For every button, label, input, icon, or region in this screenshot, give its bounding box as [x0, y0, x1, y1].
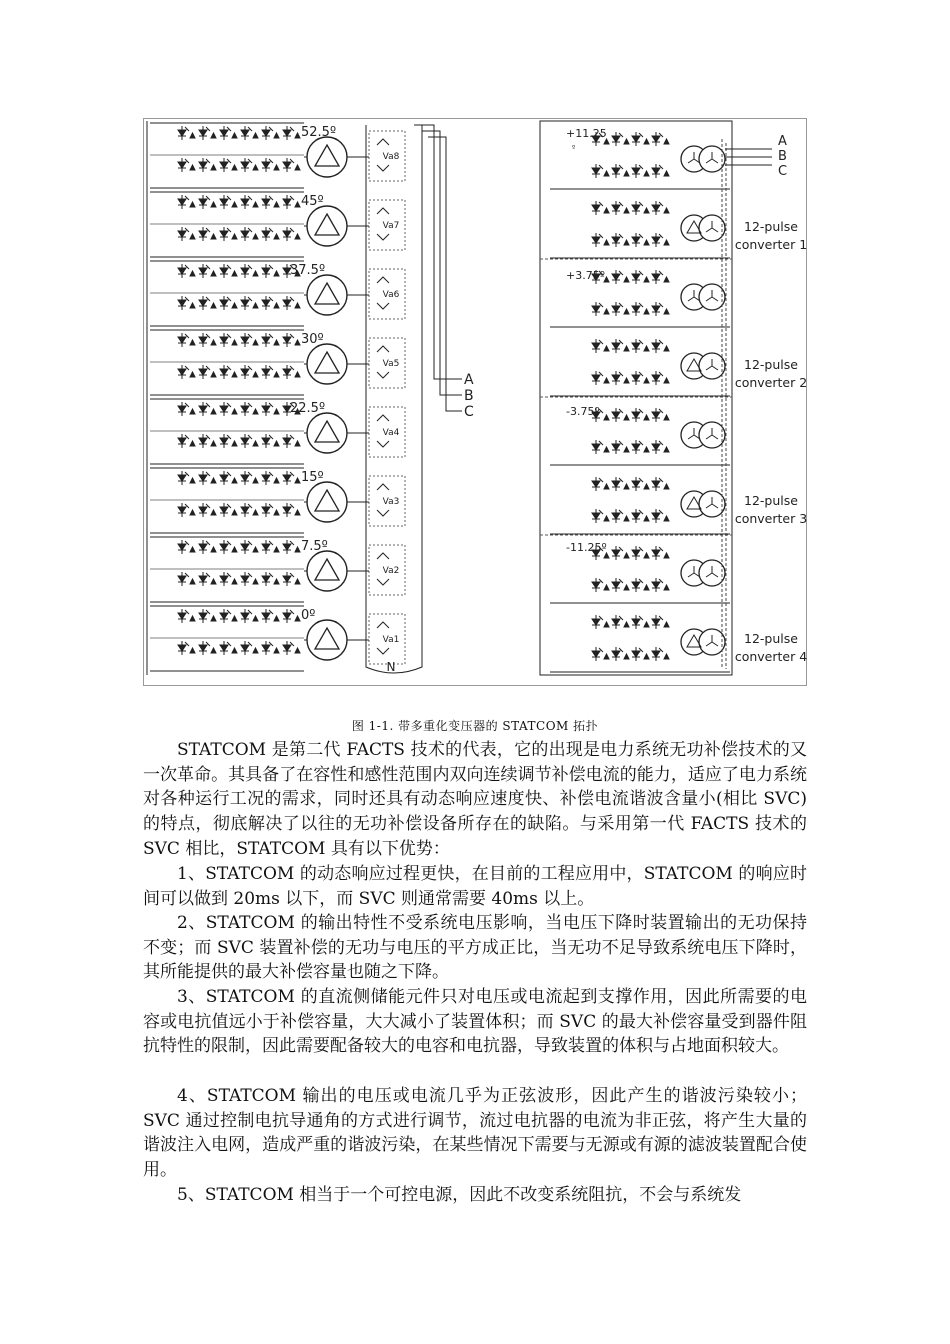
- converter-module-left: [150, 468, 405, 533]
- switch-symbol: [241, 540, 258, 554]
- switch-symbol: [178, 333, 195, 347]
- converter-module-left: [150, 123, 405, 188]
- voltage-label: Va1: [382, 635, 400, 645]
- switch-symbol: [262, 402, 279, 416]
- switch-symbol: [262, 471, 279, 485]
- switch-symbol: [283, 195, 300, 209]
- phase-angle-label: 52.5º: [301, 125, 337, 140]
- switch-symbol: [632, 477, 649, 491]
- transformer-circle: [307, 413, 347, 453]
- switch-symbol: [652, 302, 669, 316]
- converter-module-right: [550, 615, 730, 672]
- switch-symbol: [612, 201, 629, 215]
- switch-symbol: [632, 164, 649, 178]
- transformer-circle: [307, 275, 347, 315]
- switch-symbol: [241, 471, 258, 485]
- output-label-c: C: [778, 164, 788, 179]
- phase-angle-label: 7.5º: [301, 539, 328, 554]
- transformer-circle: [307, 344, 347, 384]
- switch-symbol: [592, 578, 609, 592]
- switch-symbol: [199, 158, 216, 172]
- voltage-label: Va8: [382, 152, 400, 162]
- switch-symbol: [612, 440, 629, 454]
- switch-symbol: [652, 440, 669, 454]
- switch-symbol: [262, 227, 279, 241]
- switch-symbol: [612, 578, 629, 592]
- converter-label-line1: 12-pulse: [744, 219, 798, 234]
- advantage-1-paragraph: 1、STATCOM 的动态响应过程更快，在目前的工程应用中，STATCOM 的响应时间可以做到 20ms 以下，而 SVC 则通常需要 40ms 以上。: [143, 864, 807, 909]
- switch-symbol: [262, 609, 279, 623]
- switch-symbol: [220, 296, 237, 310]
- output-label-a: A: [778, 134, 787, 149]
- switch-symbol: [592, 164, 609, 178]
- output-bus-c: [428, 137, 462, 411]
- neutral-loop: [366, 125, 422, 673]
- switch-symbol: [220, 264, 237, 278]
- switch-symbol: [652, 371, 669, 385]
- switch-symbol: [178, 158, 195, 172]
- switch-symbol: [199, 641, 216, 655]
- converter-label-line2: converter 4: [734, 649, 808, 664]
- switch-symbol: [632, 339, 649, 353]
- switch-symbol: [220, 158, 237, 172]
- switch-symbol: [220, 434, 237, 448]
- switch-symbol: [220, 195, 237, 209]
- switch-symbol: [612, 477, 629, 491]
- converter-module-right: [550, 477, 730, 534]
- output-bus-a: [414, 125, 462, 379]
- switch-symbol: [652, 132, 669, 146]
- phase-angle-label: 37.5º: [290, 263, 326, 278]
- switch-symbol: [652, 615, 669, 629]
- converter-label-line2: converter 1: [734, 237, 808, 252]
- switch-symbol: [652, 509, 669, 523]
- degree-sub-label: º: [572, 144, 576, 152]
- switch-symbol: [220, 503, 237, 517]
- neutral-label: N: [386, 660, 396, 674]
- switch-symbol: [632, 371, 649, 385]
- switch-symbol: [220, 471, 237, 485]
- switch-symbol: [652, 647, 669, 661]
- phase-angle-label: 45º: [301, 194, 324, 209]
- switch-symbol: [220, 402, 237, 416]
- switch-symbol: [283, 296, 300, 310]
- switch-symbol: [178, 365, 195, 379]
- switch-symbol: [612, 509, 629, 523]
- switch-symbol: [632, 440, 649, 454]
- transformer-circle: [307, 620, 347, 660]
- switch-symbol: [262, 572, 279, 586]
- switch-symbol: [241, 365, 258, 379]
- switch-symbol: [199, 572, 216, 586]
- phase-angle-label: 0º: [301, 608, 316, 623]
- switch-symbol: [220, 227, 237, 241]
- switch-symbol: [612, 339, 629, 353]
- switch-symbol: [262, 641, 279, 655]
- switch-symbol: [652, 477, 669, 491]
- phase-angle-label: 30º: [301, 332, 324, 347]
- switch-symbol: [262, 296, 279, 310]
- switch-symbol: [199, 333, 216, 347]
- switch-symbol: [592, 371, 609, 385]
- phase-shift-label: -11.25º: [566, 541, 607, 554]
- converter-module-left: [150, 399, 405, 464]
- transformer-circle: [307, 551, 347, 591]
- switch-symbol: [241, 641, 258, 655]
- switch-symbol: [652, 233, 669, 247]
- switch-symbol: [178, 402, 195, 416]
- switch-symbol: [612, 371, 629, 385]
- converter-module-left: [150, 606, 405, 671]
- switch-symbol: [612, 615, 629, 629]
- switch-symbol: [241, 158, 258, 172]
- switch-symbol: [178, 609, 195, 623]
- switch-symbol: [178, 641, 195, 655]
- output-label-b: B: [778, 149, 787, 164]
- intro-paragraph: STATCOM 是第二代 FACTS 技术的代表，它的出现是电力系统无功补偿技术的又一次革命。其具备了在容性和感性范围内双向连续调节补偿电流的能力，适应了电力系统对各种运行工况的需求，同时还具有动态响应速度快、补偿电流谐波含量小(相比 SVC)的特点，彻底解决了以往的无功补偿设备所存在的缺陷。与采用第一代 FACTS 技术的 SVC 相比，STATCOM 具有以下优势：: [143, 740, 807, 859]
- voltage-label: Va4: [382, 428, 400, 438]
- switch-symbol: [283, 609, 300, 623]
- converter-module-left: [150, 330, 405, 395]
- switch-symbol: [178, 572, 195, 586]
- switch-symbol: [612, 270, 629, 284]
- switch-symbol: [220, 126, 237, 140]
- switch-symbol: [592, 302, 609, 316]
- switch-symbol: [652, 270, 669, 284]
- switch-symbol: [283, 158, 300, 172]
- switch-symbol: [283, 572, 300, 586]
- switch-symbol: [241, 572, 258, 586]
- switch-symbol: [199, 434, 216, 448]
- switch-symbol: [199, 471, 216, 485]
- switch-symbol: [178, 434, 195, 448]
- converter-module-right: [550, 132, 730, 189]
- phase-shift-label: +11.25: [566, 127, 607, 140]
- transformer-circle: [307, 137, 347, 177]
- switch-symbol: [262, 195, 279, 209]
- switch-symbol: [592, 201, 609, 215]
- switch-symbol: [283, 641, 300, 655]
- switch-symbol: [178, 540, 195, 554]
- switch-symbol: [262, 333, 279, 347]
- switch-symbol: [178, 471, 195, 485]
- output-label-b: B: [464, 388, 474, 404]
- voltage-label: Va6: [382, 290, 400, 300]
- switch-symbol: [283, 333, 300, 347]
- switch-symbol: [592, 477, 609, 491]
- advantage-3-paragraph: 3、STATCOM 的直流侧储能元件只对电压或电流起到支撑作用，因此所需要的电容或电抗值远小于补偿容量，大大减小了装置体积；而 SVC 的最大补偿容量受到器件阻抗特性的限制，因此需要配备较大的电容和电抗器，导致装置的体积与占地面积较大。: [143, 987, 807, 1057]
- switch-symbol: [632, 302, 649, 316]
- switch-symbol: [220, 641, 237, 655]
- switch-symbol: [632, 270, 649, 284]
- switch-symbol: [199, 609, 216, 623]
- switch-symbol: [241, 264, 258, 278]
- converter-label-line1: 12-pulse: [744, 631, 798, 646]
- switch-symbol: [262, 365, 279, 379]
- switch-symbol: [220, 365, 237, 379]
- converter-module-right: [550, 339, 730, 396]
- switch-symbol: [632, 233, 649, 247]
- converter-label-line1: 12-pulse: [744, 357, 798, 372]
- switch-symbol: [592, 615, 609, 629]
- switch-symbol: [283, 540, 300, 554]
- switch-symbol: [592, 339, 609, 353]
- switch-symbol: [592, 440, 609, 454]
- switch-symbol: [199, 126, 216, 140]
- phase-angle-label: 15º: [301, 470, 324, 485]
- switch-symbol: [241, 195, 258, 209]
- switch-symbol: [652, 578, 669, 592]
- converter-module-left: [150, 192, 405, 257]
- switch-symbol: [262, 126, 279, 140]
- phase-shift-label: +3.75º: [566, 269, 605, 282]
- switch-symbol: [652, 408, 669, 422]
- converter-module-left: [150, 537, 405, 602]
- converter-module-right: [550, 546, 730, 603]
- switch-symbol: [652, 201, 669, 215]
- figure-caption: 图 1-1. 带多重化变压器的 STATCOM 拓扑: [351, 719, 599, 733]
- switch-symbol: [199, 503, 216, 517]
- phase-angle-label: 22.5º: [290, 401, 326, 416]
- statcom-topology-figure: [143, 118, 807, 686]
- switch-symbol: [632, 408, 649, 422]
- voltage-label: Va5: [382, 359, 400, 369]
- switch-symbol: [632, 546, 649, 560]
- output-bus-b: [422, 131, 462, 395]
- switch-symbol: [220, 333, 237, 347]
- switch-symbol: [262, 434, 279, 448]
- switch-symbol: [262, 264, 279, 278]
- voltage-label: Va7: [382, 221, 400, 231]
- converter-label-line2: converter 2: [734, 375, 808, 390]
- converter-module-right: [550, 201, 730, 258]
- switch-symbol: [262, 158, 279, 172]
- switch-symbol: [178, 503, 195, 517]
- switch-symbol: [632, 132, 649, 146]
- switch-symbol: [178, 126, 195, 140]
- switch-symbol: [220, 540, 237, 554]
- converter-module-left: [150, 261, 405, 326]
- switch-symbol: [178, 195, 195, 209]
- switch-symbol: [283, 365, 300, 379]
- advantage-2-paragraph: 2、STATCOM 的输出特性不受系统电压影响，当电压下降时装置输出的无功保持不变；而 SVC 装置补偿的无功与电压的平方成正比，当无功不足导致系统电压下降时，其所能提供的最大补偿容量也随之下降。: [143, 913, 807, 983]
- switch-symbol: [241, 333, 258, 347]
- switch-symbol: [632, 578, 649, 592]
- switch-symbol: [632, 615, 649, 629]
- switch-symbol: [283, 471, 300, 485]
- switch-symbol: [612, 164, 629, 178]
- switch-symbol: [592, 509, 609, 523]
- switch-symbol: [652, 164, 669, 178]
- switch-symbol: [220, 572, 237, 586]
- switch-symbol: [262, 540, 279, 554]
- converter-label-line1: 12-pulse: [744, 493, 798, 508]
- switch-symbol: [592, 647, 609, 661]
- switch-symbol: [241, 434, 258, 448]
- switch-symbol: [632, 647, 649, 661]
- output-label-c: C: [464, 404, 474, 420]
- switch-symbol: [199, 227, 216, 241]
- switch-symbol: [612, 302, 629, 316]
- switch-symbol: [632, 201, 649, 215]
- switch-symbol: [612, 132, 629, 146]
- switch-symbol: [241, 503, 258, 517]
- switch-symbol: [283, 503, 300, 517]
- advantage-4-paragraph: 4、STATCOM 输出的电压或电流几乎为正弦波形，因此产生的谐波污染较小；SVC 通过控制电抗导通角的方式进行调节，流过电抗器的电流为非正弦，将产生大量的谐波注入电网，造成严重的谐波污染，在某些情况下需要与无源或有源的滤波装置配合使用。: [143, 1086, 807, 1181]
- phase-shift-label: -3.75º: [566, 405, 600, 418]
- switch-symbol: [652, 546, 669, 560]
- switch-symbol: [283, 126, 300, 140]
- switch-symbol: [178, 264, 195, 278]
- switch-symbol: [199, 402, 216, 416]
- switch-symbol: [283, 227, 300, 241]
- switch-symbol: [199, 540, 216, 554]
- right-converter-stack: [540, 121, 807, 675]
- switch-symbol: [592, 233, 609, 247]
- switch-symbol: [199, 296, 216, 310]
- transformer-circle: [307, 206, 347, 246]
- switch-symbol: [220, 609, 237, 623]
- output-label-a: A: [464, 372, 474, 388]
- switch-symbol: [178, 227, 195, 241]
- switch-symbol: [199, 264, 216, 278]
- switch-symbol: [652, 339, 669, 353]
- voltage-label: Va3: [382, 497, 400, 507]
- switch-symbol: [241, 227, 258, 241]
- switch-symbol: [612, 647, 629, 661]
- switch-symbol: [612, 546, 629, 560]
- switch-symbol: [241, 609, 258, 623]
- switch-symbol: [241, 126, 258, 140]
- switch-symbol: [612, 408, 629, 422]
- switch-symbol: [199, 365, 216, 379]
- transformer-circle: [307, 482, 347, 522]
- switch-symbol: [241, 296, 258, 310]
- left-converter-stack: [147, 121, 474, 675]
- switch-symbol: [632, 509, 649, 523]
- advantage-5-paragraph: 5、STATCOM 相当于一个可控电源，因此不改变系统阻抗，不会与系统发: [177, 1185, 742, 1205]
- switch-symbol: [199, 195, 216, 209]
- switch-symbol: [241, 402, 258, 416]
- converter-label-line2: converter 3: [734, 511, 808, 526]
- switch-symbol: [262, 503, 279, 517]
- switch-symbol: [283, 434, 300, 448]
- voltage-label: Va2: [382, 566, 400, 576]
- switch-symbol: [178, 296, 195, 310]
- switch-symbol: [612, 233, 629, 247]
